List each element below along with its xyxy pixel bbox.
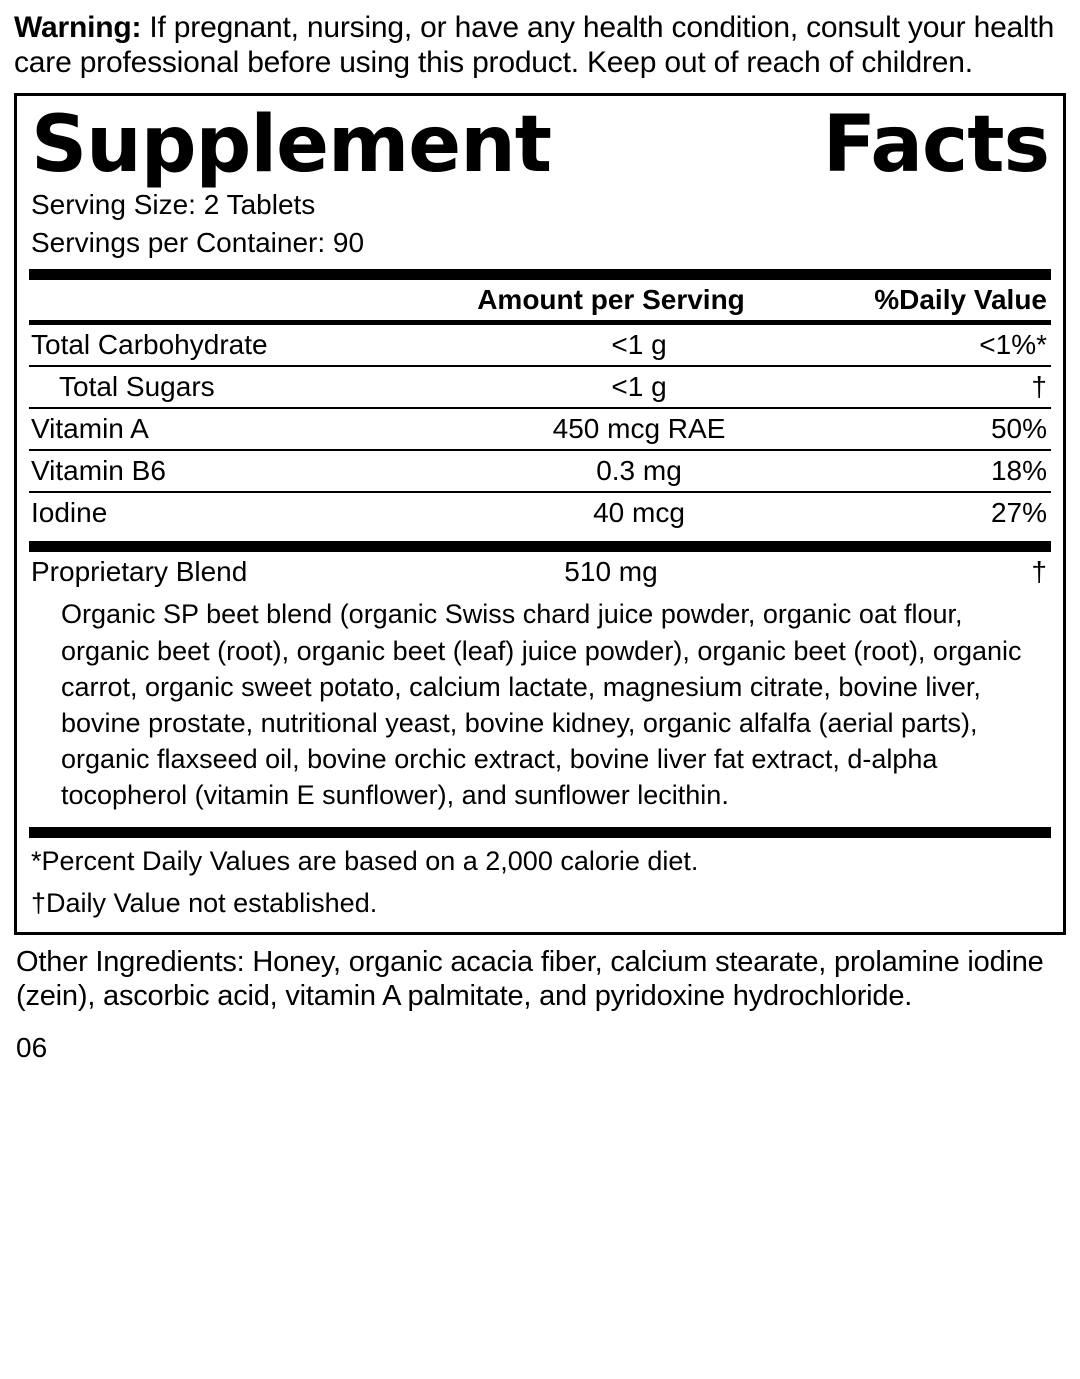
- divider-above-blend: [29, 541, 1051, 552]
- header-amount-per-serving: Amount per Serving: [477, 284, 745, 316]
- nutrition-table: [29, 280, 1051, 320]
- row-daily-value: 50%: [829, 408, 1051, 450]
- blend-ingredients: Organic SP beet blend (organic Swiss chard juice powder, organic oat flour, organic beet (root), organic beet (leaf) juice powder), organic beet (root), organic carrot, organic sweet potato, calcium lactate, magnesium citrate, bovine liver, bovine prostate, nutritional yeast, bovine kidney, organic alfalfa (aerial parts), organic flaxseed oil, bovine orchic extract, bovine liver fat extract, d-alpha tocopherol (vitamin E sunflower), and sunflower lecithin.: [61, 599, 1022, 811]
- table-row: [29, 450, 1051, 492]
- row-daily-value: 18%: [829, 450, 1051, 492]
- row-daily-value: <1%*: [829, 325, 1051, 366]
- row-amount: <1 g: [449, 325, 829, 366]
- footnote-daily-value-not-established: †Daily Value not established.: [31, 888, 378, 919]
- row-daily-value: †: [829, 366, 1051, 408]
- proprietary-blend-row: [29, 552, 1051, 592]
- blend-amount: 510 mg: [564, 556, 658, 588]
- nutrient-rows: [29, 325, 1051, 533]
- other-ingredients: Other Ingredients: Honey, organic acacia fiber, calcium stearate, prolamine iodine (zein), ascorbic acid, vitamin A palmitate, and pyridoxine hydrochloride.: [16, 945, 1044, 1013]
- supplement-facts-panel: [14, 93, 1066, 935]
- serving-size: Serving Size: 2 Tablets: [31, 188, 316, 220]
- row-name: Vitamin B6: [29, 450, 449, 492]
- supplement-facts-title: [29, 99, 1051, 190]
- title-word-facts: Facts: [822, 99, 1049, 190]
- blend-name: Proprietary Blend: [31, 556, 248, 588]
- table-row: [29, 325, 1051, 366]
- row-amount: 40 mcg: [593, 497, 685, 529]
- servings-per-container: Servings per Container: 90: [31, 226, 365, 258]
- row-name: Total Sugars: [29, 366, 449, 408]
- row-name: Vitamin A: [29, 408, 449, 450]
- row-name: Total Carbohydrate: [29, 325, 449, 366]
- page-number: 06: [16, 1032, 48, 1064]
- warning-label: Warning:: [14, 11, 142, 44]
- row-amount: 450 mcg RAE: [449, 408, 829, 450]
- footnote-percent-daily-value: *Percent Daily Values are based on a 2,000 calorie diet.: [31, 846, 699, 877]
- row-name: Iodine: [31, 497, 108, 529]
- warning-paragraph: [14, 10, 1066, 81]
- row-amount: <1 g: [449, 366, 829, 408]
- title-word-supplement: Supplement: [31, 99, 552, 190]
- divider-above-footnotes: [29, 827, 1051, 838]
- table-row: [29, 366, 1051, 408]
- table-header-row: [29, 280, 1051, 320]
- row-amount: 0.3 mg: [449, 450, 829, 492]
- divider-thick-top: [29, 269, 1051, 280]
- warning-text: If pregnant, nursing, or have any health condition, consult your health care professional before using this product. Keep out of reach of children.: [14, 11, 1055, 80]
- header-daily-value: %Daily Value: [874, 284, 1047, 316]
- table-row: [29, 408, 1051, 450]
- blend-daily-value: †: [1031, 556, 1047, 588]
- table-row: [29, 552, 1051, 592]
- header-nutrient: [29, 280, 421, 320]
- table-row: [29, 492, 1051, 533]
- row-daily-value: 27%: [990, 497, 1047, 529]
